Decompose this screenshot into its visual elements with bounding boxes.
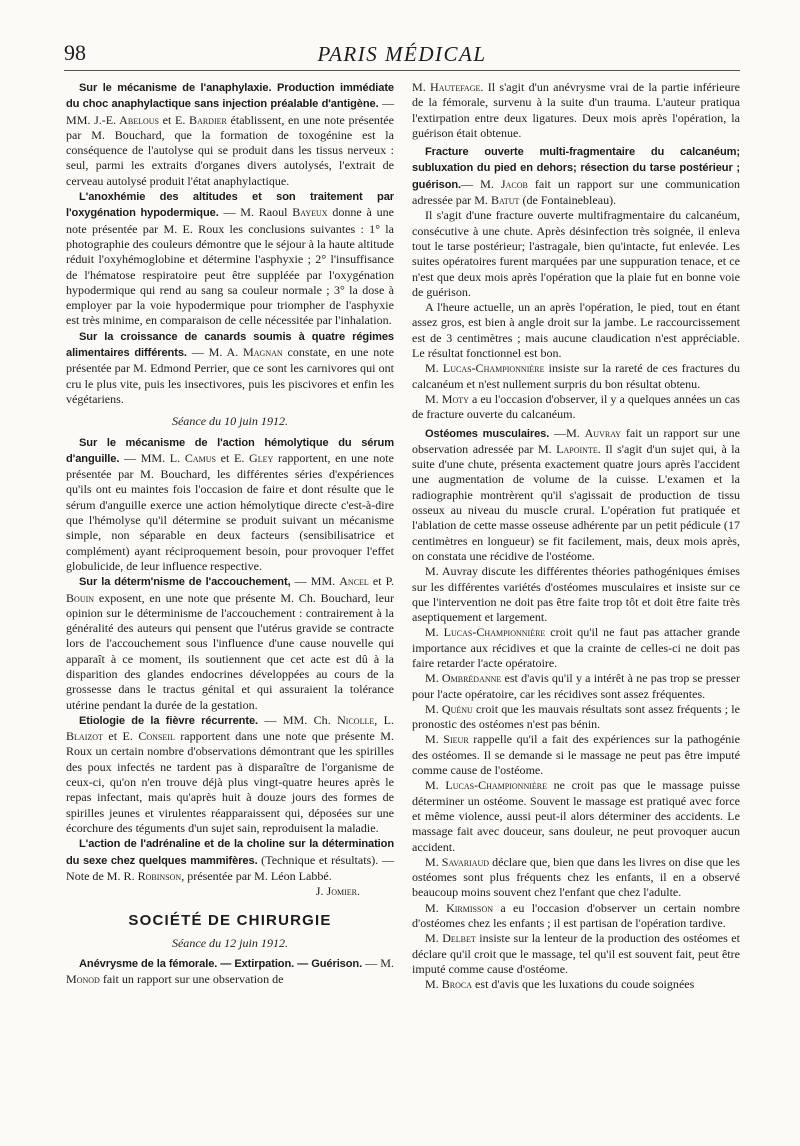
article-anevrysme: Anévrysme de la fémorale. — Extirpation. — Guérison. — M. Monod fait un rapport sur une observation de	[66, 956, 394, 987]
paragraph-sieur: M. Sieur rappelle qu'il a fait des expériences sur la pathogénie des ostéomes. Il se demande si le massage ne peut pas être imputé comme cause de l'ostéome.	[412, 732, 740, 778]
page-header	[64, 40, 740, 74]
left-column	[66, 80, 394, 988]
paragraph-fracture-detail: Il s'agit d'une fracture ouverte multifragmentaire du calcanéum, consécutive à une chute. Après désinfection très soignée, il enleva tout le tarse postérieur; l'astragale, bien qu'intacte, fut enlevée. Les suites opératoires furent marquées par une suppuration tenace, et ce n'est que deux mois après l'opération que la plaie fut en bonne voie de guérison.	[412, 208, 740, 299]
paragraph-kirmisson: M. Kirmisson a eu l'occasion d'observer un certain nombre d'ostéomes chez les enfants ; il est partisan de l'opération tardive.	[412, 900, 740, 931]
article-anoxhemie: L'anoxhémie des altitudes et son traitement par l'oxygénation hypodermique. — M. Raoul Bayeux donne à une note présentée par M. E. Roux les conclusions suivantes : 1° la photographie des couleurs démontre que le séjour à la haute altitude réduit l'oxyhémoglobine et détermine l'asphyxie ; 2° l'insuffisance de l'hématose respiratoire peut être suppléée par l'oxygénation hypodermique qui rend au sang sa couleur normale ; 3° la dose à employer par la voie hypodermique pour triompher de l'asphyxie est très minime, en comparaison de celle nécessitée par l'inhalation.	[66, 191, 394, 328]
article-serum-anguille: Sur le mécanisme de l'action hémolytique du sérum d'anguille. — MM. L. Camus et E. Gley rapportent, en une note présentée par M. Bouchard, les différentes séries d'expériences qu'ils ont eu maintes fois l'occasion de faire et dont résulte que le sérum d'anguille exerce une action hémolytique directe c'est-à-dire que l'hémolyse qu'il détermine se produit suivant un mécanisme simple, non séparable en deux facteurs (sensibilisatrice et complément) ayant réciproquement besoin, pour provoquer l'effet globulicide, de leur influence respective.	[66, 436, 394, 573]
journal-title: PARIS MÉDICAL	[317, 42, 487, 66]
section-title: SOCIÉTÉ DE CHIRURGIE	[128, 912, 332, 930]
paragraph-resultat: A l'heure actuelle, un an après l'opération, le pied, tout en étant assez gros, est bien à angle droit sur la jambe. Le raccourcissement est de 3 centimètres ; mais aucune claudication n'est appréciable. Le résultat fonctionnel est bon.	[412, 300, 740, 361]
article-adrenaline: L'action de l'adrénaline et de la choline sur la détermination du sexe chez quelques mammifères. (Technique et résultats). — Note de M. R. Robinson, présentée par M. Léon Labbé. J. Jomier.	[66, 838, 394, 899]
article-fracture-calcaneum: Fracture ouverte multi-fragmentaire du calcanéum; subluxation du pied en dehors; résection du tarse postérieur ; guérison.— M. Jacob fait un rapport sur une communication adressée par M. Batut (de Fontainebleau).	[412, 146, 741, 208]
article-canards: Sur la croissance de canards soumis à quatre régimes alimentaires différents. — M. A. Magnan constate, en une note présentée par M. Edmond Perrier, que ce sont les carnivores qui ont cru le plus vite, puis les insectivores, puis les piscivores et enfin les végétariens.	[66, 330, 394, 406]
paragraph-lucas-2: M. Lucas-Championnière croit qu'il ne faut pas attacher grande importance aux récidives et que la crainte de celles-ci ne doit pas faire retarder l'acte opératoire.	[412, 625, 740, 670]
paragraph-quenu: M. Quénu croit que les mauvais résultats sont assez fréquents ; le pronostic des ostéomes n'est pas bénin.	[412, 701, 740, 732]
paragraph-moty: M. Moty a eu l'occasion d'observer, il y a quelques années un cas de fracture ouverte du calcanéum.	[412, 391, 740, 422]
article-osteomes: Ostéomes musculaires. —M. Auvray fait un rapport sur une observation adressée par M. Lapointe. Il s'agit d'un sujet qui, à la suite d'une chute, présenta exactement quatre jours après l'accident une augmentation de volume de la cuisse. L'examen et la radiographie montrèrent qu'il s'agissait de production de tissu osseux au niveau du muscle crural. L'opération fut pratiquée et l'ablation de cette masse osseuse adhérente par un petit pédicule (17 centimètres en longueur) se fit facilement, mais, deux mois après, on constata une récidive de l'ostéome.	[412, 425, 740, 563]
paragraph-hautefage: M. Hautefage. Il s'agit d'un anévrysme vrai de la partie inférieure de la fémorale, survenu à la suite d'un trauma. L'auteur pratiqua l'extirpation entre deux ligatures. Deux mois après l'opération, la guérison était obtenue.	[412, 80, 740, 140]
right-column	[412, 80, 740, 993]
page-number: 98	[64, 40, 86, 65]
article-fievre-recurrente: Etiologie de la fièvre récurrente. — MM. Ch. Nicolle, L. Blaizot et E. Conseil rapportent dans une note que présente M. Roux un certain nombre d'observations démontrant que les spirilles des poux infectés ne tardent pas à disparaître de l'organisme de ceux-ci, qu'on n'en trouve déjà plus vingt-quatre heures après le repas infectant, mais qu'après huit à douze jours des formes de spirilles jeunes et virulentes réapparaissent qui, déposées sur une écorchure des téguments d'un sujet sain, reproduisent la maladie.	[66, 712, 394, 835]
paragraph-ombredanne: M. Ombrédanne est d'avis qu'il y a intérêt à ne pas trop se presser pour l'acte opératoire, car les récidives sont assez fréquentes.	[412, 671, 740, 701]
paragraph-lucas-1: M. Lucas-Championnière insiste sur la rareté de ces fractures du calcanéum et n'est nullement surpris du bon résultat obtenu.	[412, 361, 740, 391]
paragraph-lucas-3: M. Lucas-Championnière ne croit pas que le massage puisse déterminer un ostéome. Souvent le massage est pratiqué avec force et même violence, aussi peut-il alors déterminer des accidents. Le massage fait avec douceur, sans douleur, ne peut provoquer aucun accident.	[412, 778, 740, 854]
seance-date-12-juin: Séance du 12 juin 1912.	[171, 935, 289, 950]
article-accouchement: Sur la déterm'nisme de l'accouchement, — MM. Ancel et P. Bouin exposent, en une note que présente M. Ch. Bouchard, leur opinion sur le déterminisme de l'accouchement : contrairement à la généralité des auteurs qui pensent que l'utérus gravide se contracte lors de l'accouchement sous l'influence d'une cause nouvelle qui apparaît à ce moment, ils soutiennent que cet acte est dû à la disparition des glandes endocrines développées au cours de la grossesse dans le tractus génital et qui assuraient la tolérance utérine pendant la durée de la gestation.	[66, 574, 395, 712]
author-signature: J. Jomier.	[315, 884, 360, 899]
paragraph-savariaud: M. Savariaud déclare que, bien que dans les livres on dise que les ostéomes sont plus fréquents chez les enfants, il en a observé beaucoup moins souvent chez l'enfant que chez l'adulte.	[412, 854, 740, 900]
article-anaphylaxie: Sur le mécanisme de l'anaphylaxie. Production immédiate du choc anaphylactique sans injection préalable d'antigène. — MM. J.-E. Abelous et E. Bardier établissent, en une note présentée par M. Bouchard, que la formation de toxogénine est la conséquence de l'autolyse qui se produit dans les tissus nerveux : seul, parmi les extraits d'organes divers autolysés, l'extrait de cerveau autolysé produit l'état anaphylactique.	[66, 82, 394, 188]
paragraph-broca: M. Broca est d'avis que les luxations du coude soignées	[425, 977, 695, 992]
header-rule	[64, 70, 740, 71]
paragraph-delbet: M. Delbet insiste sur la lenteur de la production des ostéomes et déclare qu'il croit que le massage, tel qu'il est souvent fait, peut être imputé comme cause d'ostéome.	[412, 931, 740, 976]
seance-date-10-juin: Séance du 10 juin 1912.	[171, 414, 289, 429]
paragraph-auvray: M. Auvray discute les différentes théories pathogéniques émises sur les différentes variétés d'ostéomes musculaires et insiste sur ce que l'intervention ne doit pas être faite trop tôt et doit être faite très aseptiquement et largement.	[412, 564, 740, 625]
